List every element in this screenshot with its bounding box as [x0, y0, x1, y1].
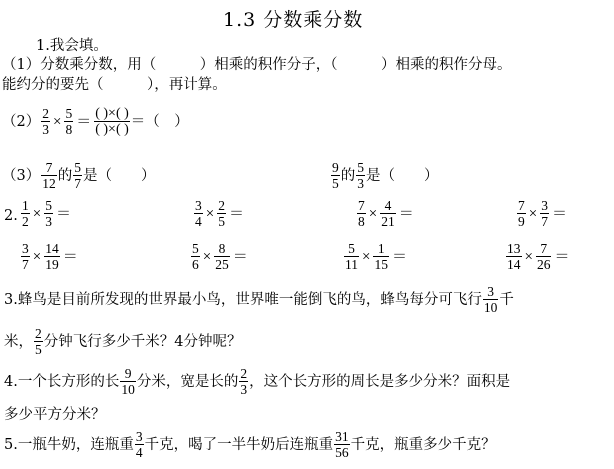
equals-sign: ＝ [76, 113, 92, 130]
q3b-answer-blank[interactable]: 是（ ） [366, 167, 439, 184]
calc-item: $\frac{7}{9}$ × $\frac{3}{7}$ ＝ [518, 198, 567, 229]
times-sign: × [52, 113, 62, 130]
milk-half-fraction: $\frac{31}{56}$ [335, 429, 349, 460]
q1-line2: 能约分的要先（ ），再计算。 [2, 77, 227, 93]
milk-full-fraction: $\frac{3}{4}$ [135, 429, 143, 460]
q5-milk-line: 5.一瓶牛奶，连瓶重 $\frac{3}{4}$ 千克，喝了一半牛奶后连瓶重 $\frac{31}{56}$ 千克，瓶重多少千克？ [4, 429, 496, 460]
q4-rect-line2: 多少平方分米？ [4, 407, 106, 423]
calc-item: $\frac{3}{7}$ × $\frac{14}{19}$ ＝ [22, 241, 78, 272]
q3-bird-line2: 米， $\frac{2}{5}$ 分钟飞行多少千米？4分钟呢？ [4, 326, 242, 357]
q4-rect-line1: 4.一个长方形的长 $\frac{9}{10}$ 分米，宽是长的 $\frac{2}{3}$ ，这个长方形的周长是多少分米？面积是 [4, 366, 511, 397]
q3a-answer-blank[interactable]: 是（ ） [82, 167, 156, 184]
q3-bird-line1: 3.蜂鸟是目前所发现的世界最小鸟，世界唯一能倒飞的鸟，蜂鸟每分可飞行 $\frac{3}{10}$ 千 [4, 284, 514, 315]
q2-fraction-2: $\frac{5}{8}$ [65, 106, 73, 137]
calc-item: $\frac{5}{6}$ × $\frac{8}{25}$ ＝ [192, 241, 248, 272]
of-text: 的 [57, 167, 73, 184]
page-title: 1.3 分数乘分数 [223, 9, 364, 31]
bird-speed-fraction: $\frac{3}{10}$ [483, 284, 498, 315]
rect-width-fraction: $\frac{2}{3}$ [240, 366, 248, 397]
calc-item: $\frac{5}{11}$ × $\frac{1}{15}$ ＝ [345, 241, 407, 272]
calc-item: $\frac{1}{2}$ × $\frac{5}{3}$ ＝ [22, 198, 71, 229]
q3b-fraction-1: $\frac{9}{5}$ [332, 160, 339, 191]
q3-label: （3） [2, 167, 41, 184]
bird-time-fraction: $\frac{2}{5}$ [35, 326, 42, 357]
q3a-row [2, 160, 155, 191]
q2-label: （2） [2, 113, 41, 130]
of-text: 的 [340, 167, 356, 184]
q3b-fraction-2: $\frac{5}{3}$ [357, 160, 364, 191]
section1-heading: 1.我会填。 [36, 38, 108, 54]
calc-item: $\frac{7}{8}$ × $\frac{4}{21}$ ＝ [358, 198, 414, 229]
q2-row [2, 106, 189, 137]
q1-line1: （1）分数乘分数，用（ ）相乘的积作分子，（ ）相乘的积作分母。 [2, 57, 512, 73]
calc-item: $\frac{3}{4}$ × $\frac{2}{5}$ ＝ [195, 198, 244, 229]
calc-item: $\frac{13}{14}$ × $\frac{7}{26}$ ＝ [507, 241, 570, 272]
q3b-row [330, 160, 439, 191]
q3a-fraction-2: $\frac{5}{7}$ [74, 160, 81, 191]
q2-blank-fraction[interactable]: $\frac{( )\times( )}{( )\times( )}$ [95, 106, 129, 137]
rect-length-fraction: $\frac{9}{10}$ [121, 366, 135, 397]
section2-label: 2. [4, 208, 18, 224]
q3a-fraction-1: $\frac{7}{12}$ [42, 160, 56, 191]
q2-answer-blank[interactable]: ＝（ ） [130, 113, 189, 130]
q2-fraction-1: $\frac{2}{3}$ [42, 106, 49, 137]
